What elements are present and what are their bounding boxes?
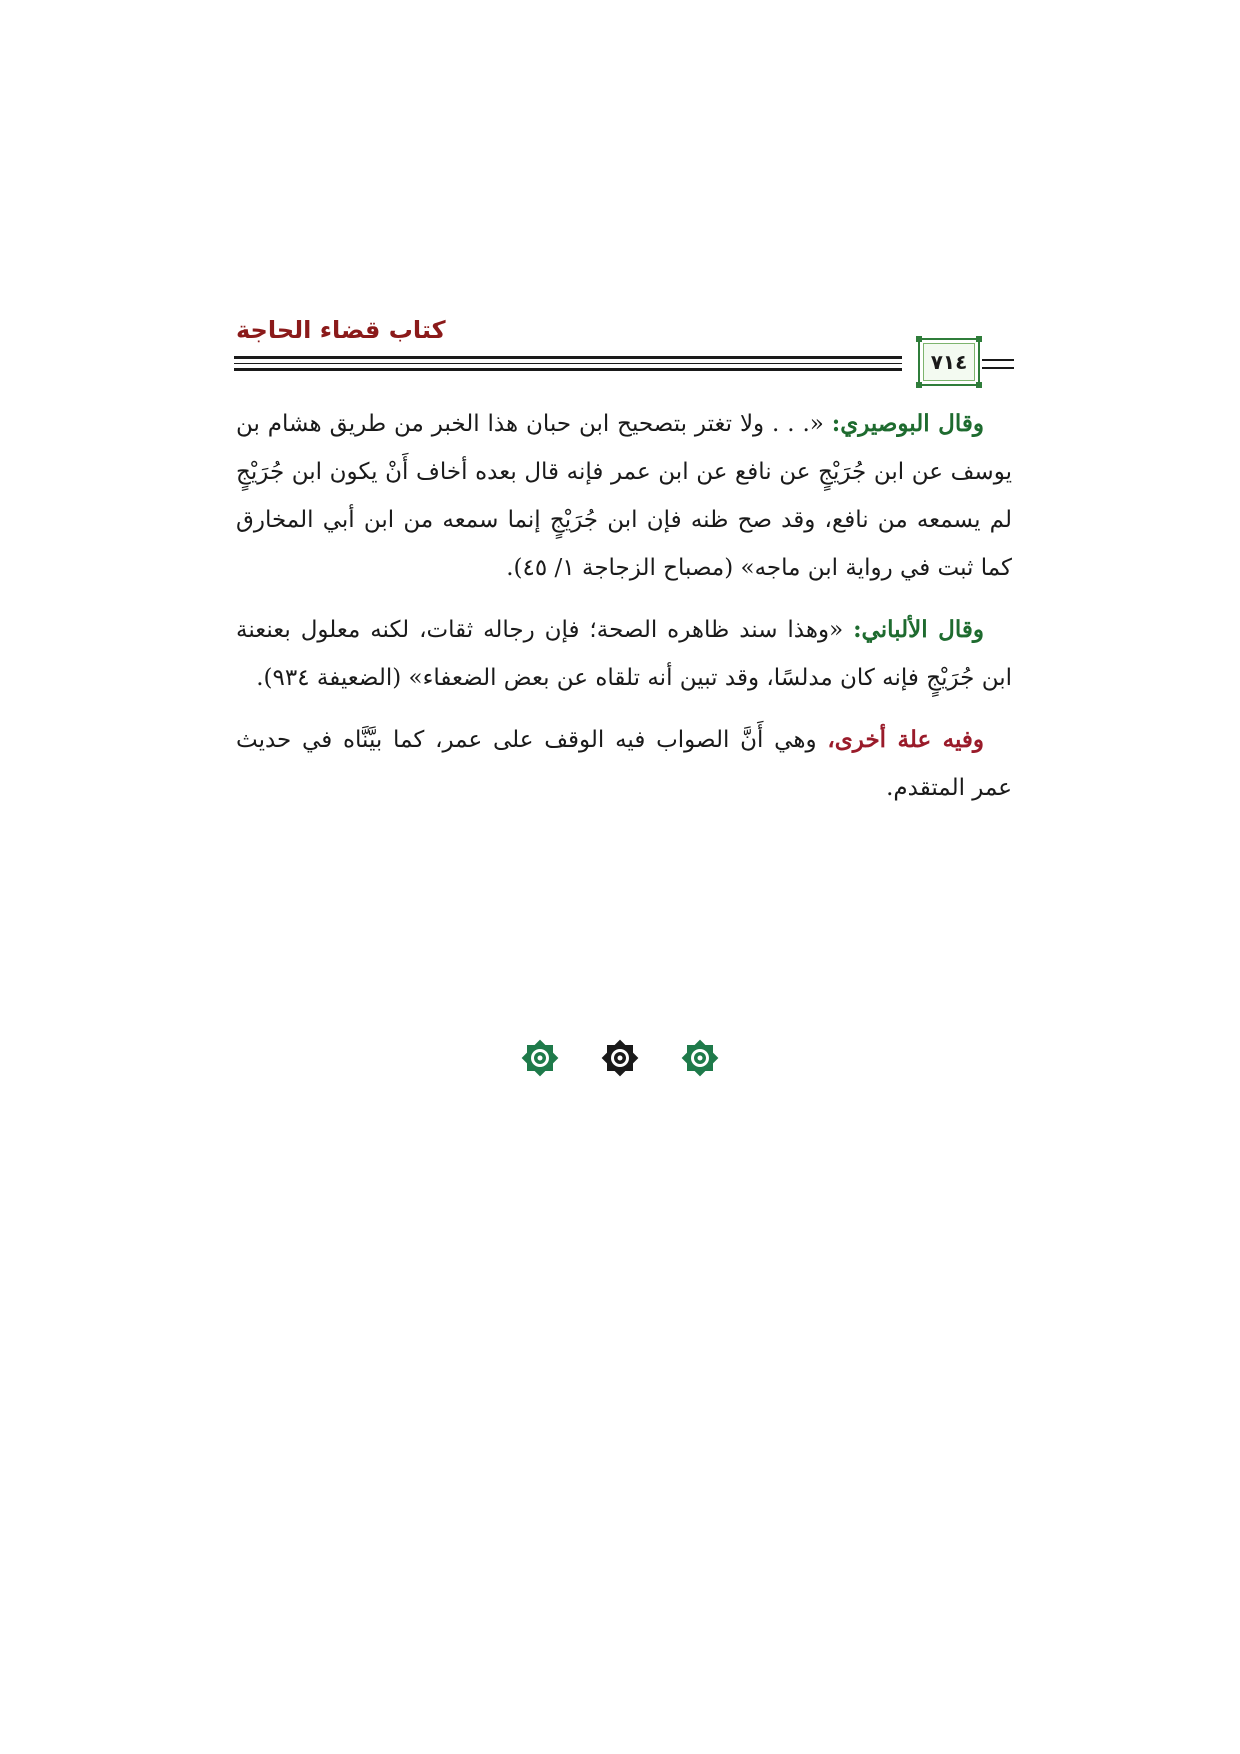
star-flower-ornament-icon [600, 1038, 640, 1078]
section-end-ornaments [520, 1036, 720, 1080]
header-rule-right-bottom [982, 367, 1014, 369]
paragraph-text: «. . . ولا تغتر بتصحيح ابن حبان هذا الخبر من طريق هشام بن يوسف عن ابن جُرَيْجٍ عن نافع عن ابن عمر فإنه قال بعده أخاف أَنْ يكون ابن جُرَيْجٍ لم يسمعه من نافع، وقد صح ظنه فإن ابن جُرَيْجٍ إنما سمعه من ابن أبي المخارق كما ثبت في رواية ابن ماجه» (مصباح الزجاجة ١/ ٤٥). [236, 411, 1012, 581]
paragraph-albani [236, 606, 1012, 702]
paragraph-another-defect [236, 716, 1012, 812]
badge-corner-ornament [976, 382, 982, 388]
badge-corner-ornament [976, 336, 982, 342]
paragraph-busiri [236, 400, 1012, 592]
header-rule-right-top [982, 359, 1014, 361]
header-rule-top [234, 356, 902, 359]
page-number-badge [918, 338, 980, 386]
header-rule-middle [234, 363, 902, 364]
page-number: ٧١٤ [930, 350, 968, 374]
badge-corner-ornament [916, 382, 922, 388]
header-rule-bottom [234, 368, 902, 371]
paragraph-lead: وقال الألباني: [853, 616, 984, 643]
page-body [236, 400, 1012, 826]
paragraph-lead: وفيه علة أخرى، [827, 726, 985, 753]
star-flower-ornament-icon [680, 1038, 720, 1078]
book-title: كتاب قضاء الحاجة [236, 316, 446, 344]
page-header [234, 316, 1014, 386]
badge-corner-ornament [916, 336, 922, 342]
paragraph-lead: وقال البوصيري: [831, 410, 984, 437]
star-flower-ornament-icon [520, 1038, 560, 1078]
paragraph-text: «وهذا سند ظاهره الصحة؛ فإن رجاله ثقات، لكنه معلول بعنعنة ابن جُرَيْجٍ فإنه كان مدلسًا، وقد تبين أنه تلقاه عن بعض الضعفاء» (الضعيفة ٩٣٤). [236, 617, 1012, 691]
paragraph-text: وهي أَنَّ الصواب فيه الوقف على عمر، كما بيَّنَّاه في حديث عمر المتقدم. [236, 727, 1012, 801]
